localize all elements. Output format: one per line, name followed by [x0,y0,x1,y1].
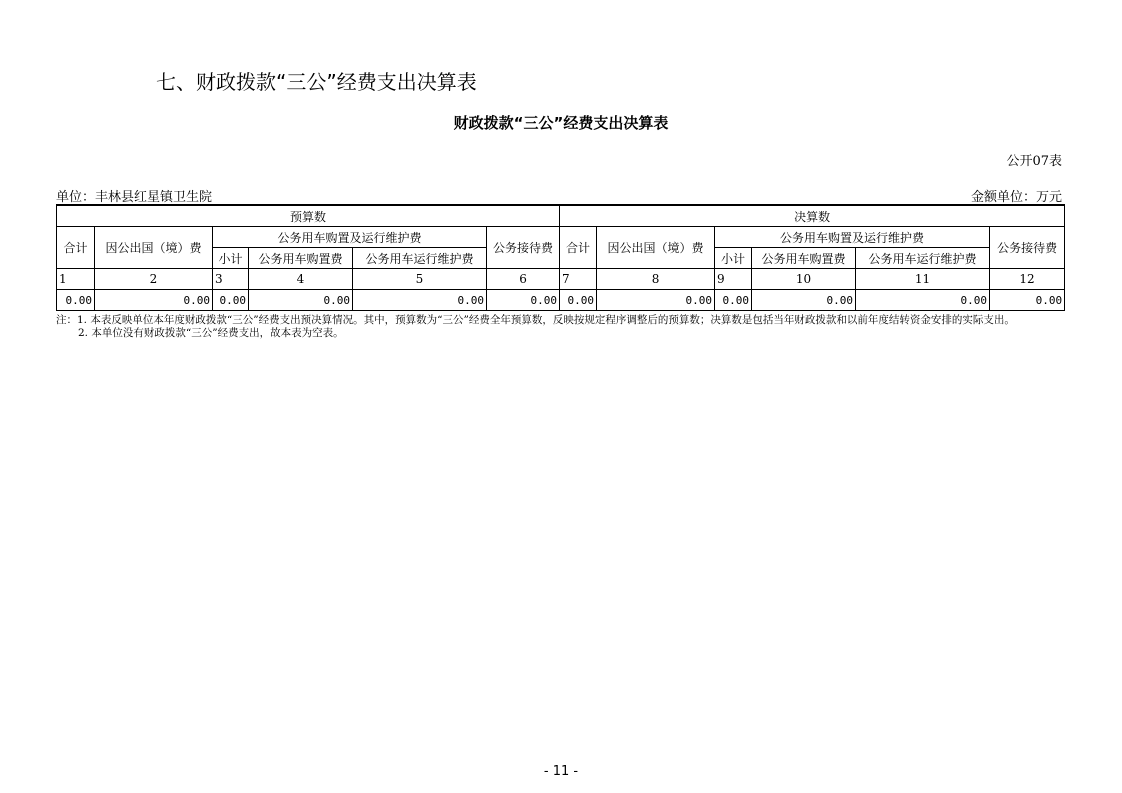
value-cell: 0.00 [715,290,752,311]
budget-total-header: 合计 [57,227,95,269]
money-unit-label: 金额单位：万元 [970,190,1062,205]
budget-subtotal-header: 小计 [213,248,249,269]
value-cell: 0.00 [487,290,560,311]
final-header: 决算数 [560,205,1065,227]
col-number: 5 [353,269,487,290]
header-row-2 [57,227,1065,248]
col-number: 9 [715,269,752,290]
value-cell: 0.00 [95,290,213,311]
value-cell: 0.00 [597,290,715,311]
value-cell: 0.00 [213,290,249,311]
note-1: 注：1. 本表反映单位本年度财政拨款“三公”经费支出预决算情况。其中，预算数为“三公”经费全年预算数，反映按规定程序调整后的预算数；决算数是包括当年财政拨款和以前年度结转资金安排的实际支出。 [56,314,1015,326]
col-number: 4 [249,269,353,290]
col-number: 11 [856,269,990,290]
final-vehicle-purchase-header: 公务用车购置费 [752,248,856,269]
value-row [57,290,1065,311]
column-number-row [57,269,1065,290]
unit-label: 单位：丰林县红星镇卫生院 [56,190,213,205]
final-total-header: 合计 [560,227,597,269]
page-number: - 11 - [543,764,579,779]
table-notes [56,314,1066,340]
budget-vehicle-running-header: 公务用车运行维护费 [353,248,487,269]
col-number: 8 [597,269,715,290]
value-cell: 0.00 [57,290,95,311]
col-number: 6 [487,269,560,290]
final-vehicle-running-header: 公务用车运行维护费 [856,248,990,269]
final-subtotal-header: 小计 [715,248,752,269]
col-number: 12 [990,269,1065,290]
budget-reception-header: 公务接待费 [487,227,560,269]
table-title: 财政拨款“三公”经费支出决算表 [453,114,669,132]
budget-vehicle-purchase-header: 公务用车购置费 [249,248,353,269]
final-reception-header: 公务接待费 [990,227,1065,269]
col-number: 7 [560,269,597,290]
value-cell: 0.00 [990,290,1065,311]
final-abroad-header: 因公出国（境）费 [597,227,715,269]
value-cell: 0.00 [353,290,487,311]
col-number: 10 [752,269,856,290]
value-cell: 0.00 [856,290,990,311]
col-number: 1 [57,269,95,290]
budget-vehicle-group-header: 公务用车购置及运行维护费 [213,227,487,248]
value-cell: 0.00 [560,290,597,311]
header-row-1 [57,205,1065,227]
col-number: 2 [95,269,213,290]
value-cell: 0.00 [249,290,353,311]
section-title: 七、财政拨款“三公”经费支出决算表 [156,70,477,94]
note-2: 2. 本单位没有财政拨款“三公”经费支出，故本表为空表。 [78,327,344,339]
three-public-expenses-table [56,204,1065,311]
budget-header: 预算数 [57,205,560,227]
value-cell: 0.00 [752,290,856,311]
col-number: 3 [213,269,249,290]
final-vehicle-group-header: 公务用车购置及运行维护费 [715,227,990,248]
budget-abroad-header: 因公出国（境）费 [95,227,213,269]
form-code: 公开07表 [1006,154,1062,169]
